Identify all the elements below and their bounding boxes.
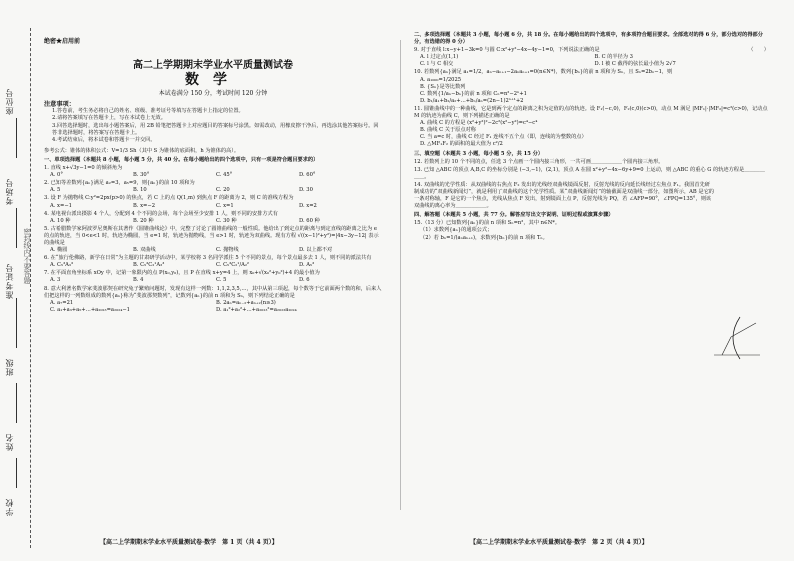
binding-label-school: 学校 (5, 498, 14, 516)
options-9 (414, 54, 769, 68)
notice-item: 2.请将答案填写在答题卡上，写在本试卷上无效。 (52, 115, 166, 122)
option: C. 30 种 (216, 217, 237, 224)
question-10: 10. 若数列{aₙ}满足 a₁=1/2，aₙ−aₙ₊₁−2aₙaₙ₊₁=0(n∈N*)，数列{bₙ}的前 n 项和为 Sₙ，且 Sₙ=2bₙ−1，则 (414, 69, 673, 76)
right-column (414, 30, 769, 242)
option: C. 当 a=c 时，曲线 C 经过 F₁ 连线不五个点（即，连线的为整数的点） (420, 134, 587, 141)
notice-item: 4.考试结束后，将本试卷和答题卡一并交回。 (52, 136, 156, 143)
reference-formula: 参考公式：锥体的体积公式：V=1/3 Sh（其中 S 为锥体的底面积，h 为锥体的高）。 (44, 147, 240, 154)
binding-label-seat: 座位号 (5, 88, 14, 115)
option: B. 30° (133, 172, 150, 179)
question-12: 12. 若数列上的 10 个不同的点，任选 3 个点画一个圆内接三角形，一共可画＿＿＿＿＿＿个圆内接三角形。 (414, 158, 664, 165)
question-14: 14. 双曲线的光学性质：从双曲线的右焦点 F₂ 发出的光线经双曲线镜面反射，反射光线的反向延长线经过左焦点 F₁。我国首先研制成功的“双曲线新闻灯”，就是利用了双曲线的这个光学性质。某“双曲线新闻灯”的轴截面是双曲线一部分，如图所示，AB 是它的一条对称轴，F 是它的一个焦点，光线从焦点 F 发出，射到镜面上点 P，反射光线为 PQ，若 ∠AFP=90°，∠FPQ=135°，则该双曲线的离心率为＿＿＿＿＿＿。 (414, 181, 714, 210)
hyperbola-lamp-diagram (712, 315, 762, 361)
option: B. C 的半径为 3 (594, 54, 633, 61)
left-column (44, 30, 382, 314)
option: C. 5 (216, 277, 227, 284)
option: D. △MF₁F₂ 的面积的最大值为 c²/2 (420, 141, 503, 148)
notice-item: 3.回答选择题时，选出每小题答案后，用 2B 铅笔把答题卡上对应题目的答案标号涂黑。如需改动，用橡皮擦干净后，再选涂其他答案标号。回答非选择题时，将答案写在答题卡上。 (52, 122, 379, 136)
option: B. 曲线 C 关于原点对称 (420, 127, 476, 134)
option: D. l 被 C 截得的弦长最小值为 2√7 (594, 61, 676, 68)
options-6 (44, 262, 382, 269)
binding-label-name: 姓名 (5, 433, 14, 451)
column-divider (400, 40, 401, 510)
option: D. b₁/a₁+b₂/a₂+…+bₙ/aₙ=(2n−1)2ⁿ⁺¹+2 (420, 97, 524, 104)
option: C. C₅³C₂¹/A₂² (216, 262, 249, 269)
options-5 (44, 247, 382, 254)
notice-heading: 注意事项： (44, 101, 75, 109)
footer-right: 【高二上学期期末学业水平质量测试卷·数学 第 2 页（共 4 页）】 (470, 539, 648, 546)
option: D. 60 种 (299, 217, 320, 224)
section-heading-4: 四、解答题（本题共 5 小题，共 77 分。解答应写出文字说明、证明过程或演算步骤） (414, 212, 614, 219)
binding-label-exam-id: 准考证号 (5, 263, 14, 299)
question-15-part-2: （2）若 bₙ=1/(aₙaₙ₊₁)，求数列{bₙ}的前 n 项和 Tₙ。 (420, 234, 548, 241)
question-3: 3. 设 F 为抛物线 C:y²=2px(p>0) 的焦点，若 C 上的点 Q(1,m) 到焦点 F 的距离为 2，则 C 的准线方程为 (44, 195, 294, 202)
option: A. 3 (50, 277, 61, 284)
option: B. 10 (133, 187, 147, 194)
notice-item: 1.答卷前，考生务必将自己的姓名、班级、准考证号等填写在答题卡上指定的位置。 (52, 108, 244, 115)
section-heading-3: 三、填空题（本题共 3 小题，每小题 5 分，共 15 分） (414, 150, 544, 157)
option: B. 20 种 (133, 217, 154, 224)
option: C. 45° (216, 172, 233, 179)
options-1 (44, 172, 382, 179)
question-8: 8. 意大利著名数学家斐波那契在研究兔子繁殖问题时，发现有这样一列数：1,1,2,3,5,…，其中从第三项起，每个数等于它前面两个数的和，后来人们把这样的一列数组成的数列{aₙ}称为“斐波那契数列”，记数列{aₙ}的前 n 项和为 Sₙ，则下列结论正确的是 (44, 285, 382, 299)
option: D. a₁²+a₂²+…+a₂₀₂₃²=a₂₀₂₃a₂₀₂₄ (216, 306, 297, 313)
question-4: 4. 某电视台派出摄影 4 个人，分配到 4 个不同的会场，每个会场至少安排 1 人，则不同的安排方式有 (44, 210, 278, 217)
question-9-text: 9. 对于直线 l:x−y+1−3k=0 与圆 C:x²+y²−4x−4y−1=0，下列说法正确的是 (414, 47, 600, 54)
subject-title: 数学 (185, 72, 241, 89)
options-8 (44, 300, 382, 314)
option: D. 30 (299, 187, 313, 194)
seal-notice: 密封线内不要答题 (23, 228, 31, 284)
question-13: 13. 已知 △ABC 的顶点 A,B,C 的坐标分别是 (−3,−1)，(2,1)，顶点 A 在圆 x²+y²−4x−6y+9=0 上运动，则 △ABC 的重心 G 的轨迹方程是＿＿＿＿＿＿。 (414, 166, 765, 180)
option: A. 10 种 (50, 217, 71, 224)
option: C. 20 (216, 187, 230, 194)
question-11: 11. 圆锥曲线中的一种曲线，它是到两个定点的距离之积为定值的点的轨迹。设 F₁(−c,0)，F₂(c,0)(c>0)，动点 M 满足 |MF₁|·|MF₂|=c²(c>0)，记动点 M 的轨迹为曲线 C，则下列描述正确的是 (414, 105, 768, 120)
option: A. 椭圆 (50, 247, 68, 254)
option: A. a₇=21 (50, 299, 74, 306)
binding-label-class: 班级 (5, 358, 14, 376)
option: B. x=−2 (133, 202, 156, 209)
question-9 (414, 47, 769, 54)
option: A. x=−1 (50, 202, 72, 209)
exam-meta: 本试卷满分 150 分，考试时间 120 分钟 (158, 90, 268, 98)
option: D. A₅³ (299, 262, 315, 269)
option: B. 2aₙ=aₙ₋₂+aₙ₊₂(n≥3) (216, 299, 276, 306)
binding-line (16, 383, 17, 423)
section-heading-2: 二、多项选择题（本题共 3 小题，每小题 6 分，共 18 分。在每小题给出的四个选项中，有多项符合题目要求。全部选对的得 6 分，部分选对的得部分分，有选错的得 0 分） (414, 32, 763, 46)
question-1: 1. 直线 x+√3y−1=0 的倾斜角为 (44, 165, 123, 172)
question-15: 15.（13 分）已知数列{aₙ}的前 n 项和 Sₙ=n²，其中 n∈N*。 (414, 220, 561, 227)
question-2: 2. 已知等差数列{aₙ}满足 a₂=3，a₅=9，则{aₙ}的前 10 项和为 (44, 180, 195, 187)
option: A. 曲线 C 的方程是 (x²+y²)²−2c²(x²−y²)=c⁴−c⁴ (420, 120, 538, 127)
option: C. 抛物线 (216, 247, 239, 254)
binding-line (16, 118, 17, 158)
option: B. {Sₙ}是等比数列 (420, 83, 466, 90)
option: D. x=2 (299, 202, 317, 209)
binding-line (16, 458, 17, 488)
binding-line (16, 208, 17, 248)
question-6: 6. 在“旅行伦佛路，新学在日常”为主题的甘肃研学活动中，某学校将 3 名同学派往 5 个不同的景点，每个景点最多去 1 人，则不同的派法共有 (44, 255, 372, 262)
section-heading-1: 一、单项选择题（本题共 8 小题，每小题 5 分，共 40 分。在每小题给出的四个选项中，只有一项是符合题目要求的） (44, 156, 319, 163)
option: A. 5 (50, 187, 61, 194)
ray-line (722, 337, 731, 355)
option: A. 0° (50, 172, 63, 179)
hyperbola-branch (733, 317, 740, 359)
secret-mark: 绝密★启用前 (44, 38, 81, 45)
options-2 (44, 187, 382, 194)
option: D. 60° (299, 172, 316, 179)
question-7: 7. 在平面直角坐标系 xOy 中，记第一象限内的点 P(x₀,y₀)，且 P 在直线 x+y=4 上，则 x₀+√(x₀²+y₀²)+4 的最小值为 (44, 270, 320, 277)
option: D. 以上都不对 (299, 247, 333, 254)
option: C. x=1 (216, 202, 234, 209)
option: C. l 与 C 相交 (420, 61, 454, 68)
options-4 (44, 218, 382, 225)
option: A. a₁₀₀₀=1/2025 (420, 76, 462, 83)
option: A. C₅³A₃³ (50, 262, 74, 269)
binding-strip (0, 28, 31, 548)
question-15-part-1: （1）求数列{aₙ}的通项公式； (420, 227, 493, 234)
option: B. 双曲线 (133, 247, 156, 254)
option: B. 4 (133, 277, 144, 284)
option: B. C₅³C₂¹A₃³ (133, 262, 165, 269)
footer-left: 【高二上学期期末学业水平质量测试卷·数学 第 1 页（共 4 页）】 (100, 539, 278, 546)
option: D. 6 (299, 277, 310, 284)
question-5: 5. 古希腊数学家阿波罗尼奥斯在其著作《圆锥曲线论》中，完整了讨论了圆锥曲线的一般性质。他给出了到定点的距离与到定直线的距离之比为 e 的点的轨迹，当 0<e<1 时，轨迹为椭圆，当 e=1 时，轨迹为抛物线，当 e>1 时，轨迹为双曲线。现有方程 √((x−1)²+y²)=|4x−3y−12| 表示的曲线是 (44, 225, 379, 246)
options-7 (44, 277, 382, 284)
options-3 (44, 203, 382, 210)
binding-line (16, 298, 17, 348)
option: A. l 过定点(1,1) (420, 54, 459, 61)
reflected-ray (731, 323, 756, 337)
option: C. a₁+a₃+a₅+…+a₂₀₂₃=a₂₀₂₄−1 (50, 306, 130, 313)
answer-bracket: （ ） (748, 47, 769, 54)
exam-title: 高二上学期期末学业水平质量测试卷 (133, 60, 293, 71)
binding-label-room: 考场号 (5, 178, 14, 205)
option: C. 数列{1/aₙ−bₙ}的前 n 项和 Cₙ=n²−2ⁿ+1 (420, 90, 527, 97)
